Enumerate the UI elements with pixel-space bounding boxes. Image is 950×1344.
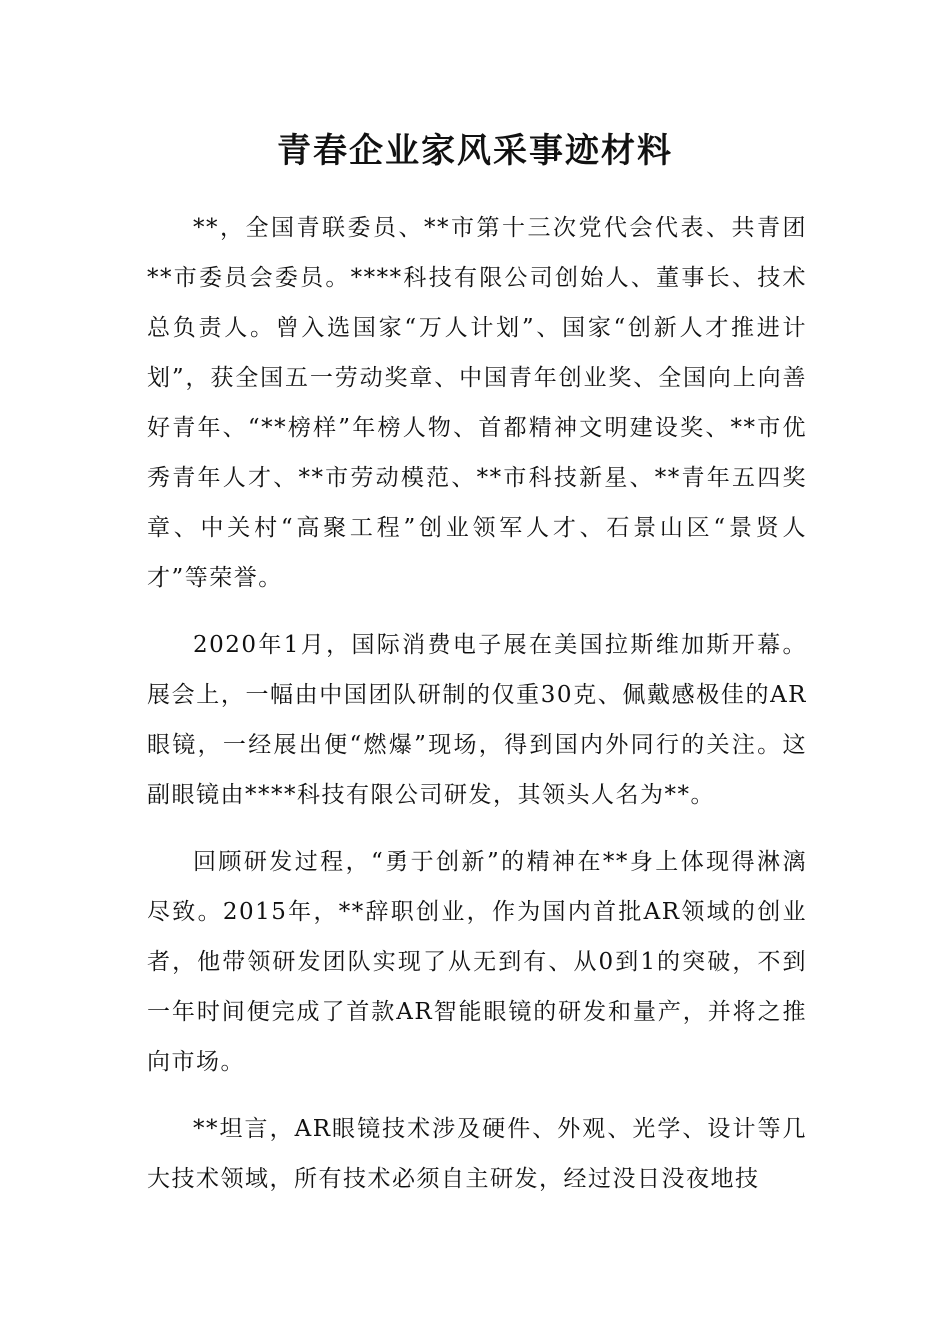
paragraph-ces-2020: 2020年1月，国际消费电子展在美国拉斯维加斯开幕。展会上，一幅由中国团队研制的仅重30克、佩戴感极佳的AR眼镜，一经展出便“燃爆”现场，得到国内外同行的关注。这副眼镜由****科技有限公司研发，其领头人名为**。 xyxy=(147,632,807,808)
paragraph-technology: **坦言，AR眼镜技术涉及硬件、外观、光学、设计等几大技术领域，所有技术必须自主研发，经过没日没夜地技 xyxy=(147,1116,807,1192)
paragraph-profile: **，全国青联委员、**市第十三次党代会代表、共青团**市委员会委员。****科技有限公司创始人、董事长、技术总负责人。曾入选国家“万人计划”、国家“创新人才推进计划”，获全国五一劳动奖章、中国青年创业奖、全国向上向善好青年、“**榜样”年榜人物、首都精神文明建设奖、**市优秀青年人才、**市劳动模范、**市科技新星、**青年五四奖章、中关村“高聚工程”创业领军人才、石景山区“景贤人才”等荣誉。 xyxy=(147,215,807,591)
document-title: 青春企业家风采事迹材料 xyxy=(277,131,673,171)
document-body xyxy=(147,203,807,1221)
paragraph-innovation: 回顾研发过程，“勇于创新”的精神在**身上体现得淋漓尽致。2015年，**辞职创业，作为国内首批AR领域的创业者，他带领研发团队实现了从无到有、从0到1的突破，不到一年时间便完成了首款AR智能眼镜的研发和量产，并将之推向市场。 xyxy=(147,849,807,1075)
